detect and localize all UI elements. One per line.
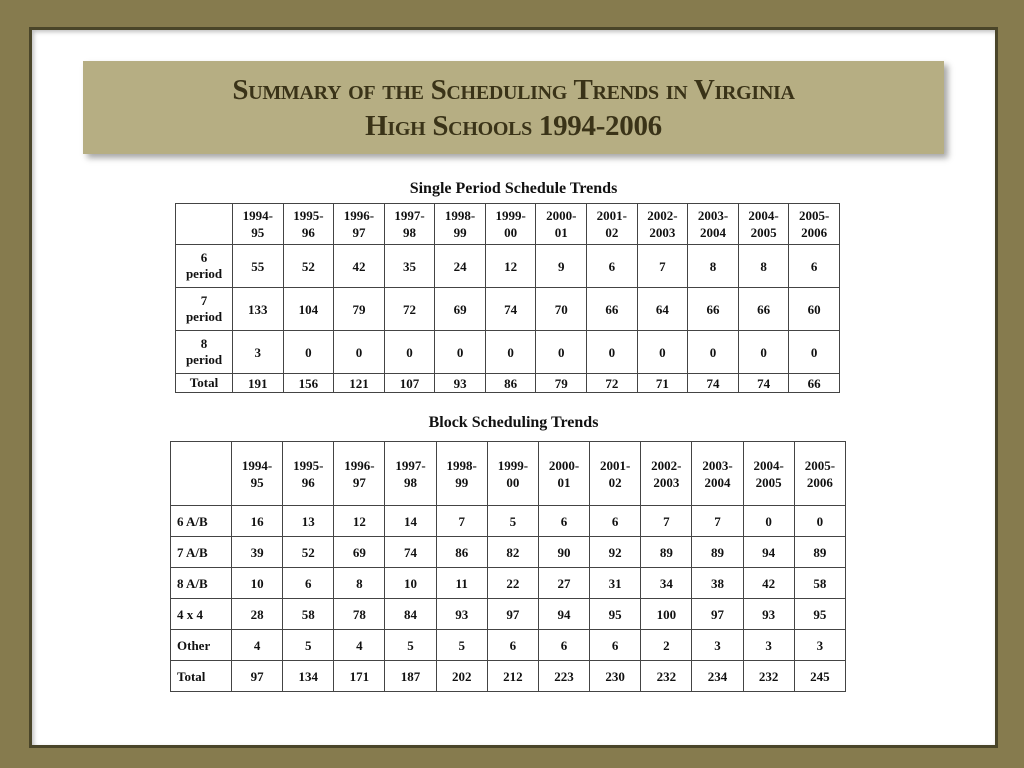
table-cell: 89: [641, 537, 692, 568]
cell-text: 2000-: [546, 208, 577, 223]
cell-text: 2001-: [596, 208, 627, 223]
cell-text: 1996-: [343, 208, 375, 223]
column-header: [334, 204, 385, 245]
table-cell: 0: [283, 331, 334, 374]
table-cell: 5: [283, 630, 334, 661]
table-cell: 133: [233, 288, 284, 331]
table-cell: 69: [435, 288, 486, 331]
slide: [29, 27, 998, 748]
table-row: [171, 630, 846, 661]
column-header: [435, 204, 486, 245]
table-cell: 2: [641, 630, 692, 661]
cell-text: 2004-: [748, 208, 779, 223]
column-header: [233, 204, 284, 245]
table-row: [176, 331, 840, 374]
cell-text: 99: [453, 225, 467, 240]
table-cell: 0: [789, 331, 840, 374]
column-header: [692, 442, 743, 506]
title-line-2: High Schools 1994-2006: [365, 109, 662, 142]
cell-text: 8 A/B: [177, 575, 208, 591]
table-cell: 187: [385, 661, 436, 692]
column-header: [334, 442, 385, 506]
column-header: [688, 204, 739, 245]
cell-text: 1995-: [293, 208, 324, 223]
table-cell: 7: [692, 506, 743, 537]
table-cell: 72: [384, 288, 435, 331]
column-header: [789, 204, 840, 245]
cell-text: Total: [189, 375, 219, 390]
cell-text: 96: [301, 474, 315, 490]
table-cell: 97: [692, 599, 743, 630]
table-cell: 74: [738, 374, 789, 393]
table-cell: 60: [789, 288, 840, 331]
table-cell: 191: [233, 374, 284, 393]
table-cell: 6: [789, 245, 840, 288]
cell-text: 2004: [704, 474, 731, 490]
cell-text: 1999-: [495, 208, 526, 223]
table-row: [171, 537, 846, 568]
row-label: [171, 537, 232, 568]
table-cell: 5: [487, 506, 538, 537]
cell-text: 1996-: [344, 457, 375, 473]
table-cell: 6: [283, 568, 334, 599]
column-header: [738, 204, 789, 245]
table-cell: 5: [385, 630, 436, 661]
cell-text: 7 A/B: [177, 544, 208, 560]
table-cell: 107: [384, 374, 435, 393]
cell-text: 98: [403, 225, 417, 240]
cell-text: 99: [455, 474, 469, 490]
cell-text: Other: [177, 637, 211, 653]
cell-text: 6 A/B: [177, 513, 208, 529]
table-cell: 79: [536, 374, 587, 393]
column-header: [590, 442, 641, 506]
table-cell: 4: [232, 630, 283, 661]
table-cell: 8: [738, 245, 789, 288]
table-cell: 93: [743, 599, 794, 630]
cell-text: 02: [608, 474, 622, 490]
table-row: [176, 288, 840, 331]
table-cell: 78: [334, 599, 385, 630]
table-cell: 97: [232, 661, 283, 692]
table-cell: 10: [385, 568, 436, 599]
cell-text: 1997-: [394, 208, 425, 223]
table-cell: 0: [334, 331, 385, 374]
table-cell: 12: [485, 245, 536, 288]
cell-text: 1998-: [444, 208, 476, 223]
table-cell: 171: [334, 661, 385, 692]
table-cell: 234: [692, 661, 743, 692]
cell-text: 97: [352, 225, 366, 240]
cell-text: 2002-: [647, 208, 678, 223]
table-cell: 7: [641, 506, 692, 537]
table-cell: 42: [334, 245, 385, 288]
table-cell: 134: [283, 661, 334, 692]
table-cell: 95: [794, 599, 845, 630]
column-header: [485, 204, 536, 245]
table-cell: 66: [688, 288, 739, 331]
column-header: [743, 442, 794, 506]
table-cell: 35: [384, 245, 435, 288]
table-cell: 89: [794, 537, 845, 568]
cell-text: 8: [200, 336, 208, 351]
table-cell: 31: [590, 568, 641, 599]
table-cell: 232: [641, 661, 692, 692]
cell-text: 2004-: [753, 457, 784, 473]
table-cell: 100: [641, 599, 692, 630]
table-cell: 232: [743, 661, 794, 692]
table-cell: 0: [688, 331, 739, 374]
column-header: [587, 204, 638, 245]
cell-text: 2005-: [804, 457, 836, 473]
column-header: [436, 442, 487, 506]
cell-text: 01: [557, 474, 571, 490]
cell-text: period: [185, 309, 223, 324]
row-label: [171, 661, 232, 692]
table-cell: 6: [590, 630, 641, 661]
table-cell: 79: [334, 288, 385, 331]
table-cell: 8: [334, 568, 385, 599]
table-cell: 230: [590, 661, 641, 692]
cell-text: 2005: [750, 225, 777, 240]
cell-text: 2003-: [697, 208, 729, 223]
table-cell: 74: [688, 374, 739, 393]
cell-text: 4 x 4: [177, 606, 203, 622]
column-header: [538, 442, 589, 506]
table-cell: 93: [436, 599, 487, 630]
table-cell: 22: [487, 568, 538, 599]
single-period-table: [175, 203, 840, 393]
table-cell: 55: [233, 245, 284, 288]
cell-text: 98: [404, 474, 418, 490]
cell-text: 2006: [801, 225, 828, 240]
table-cell: 6: [587, 245, 638, 288]
table-cell: 3: [692, 630, 743, 661]
table-cell: 0: [637, 331, 688, 374]
table-cell: 0: [738, 331, 789, 374]
row-label: [171, 599, 232, 630]
column-header: [487, 442, 538, 506]
column-header: [384, 204, 435, 245]
table-cell: 66: [587, 288, 638, 331]
table-cell: 94: [538, 599, 589, 630]
table-cell: 69: [334, 537, 385, 568]
cell-text: 95: [251, 225, 265, 240]
cell-text: 00: [504, 225, 518, 240]
table-cell: 38: [692, 568, 743, 599]
table-cell: 66: [738, 288, 789, 331]
cell-text: 2000-: [548, 457, 580, 473]
block-scheduling-table: [170, 441, 846, 692]
cell-text: Total: [177, 668, 206, 684]
table-cell: 72: [587, 374, 638, 393]
column-header: [641, 442, 692, 506]
corner-cell: [171, 442, 232, 506]
cell-text: 2005-: [799, 208, 830, 223]
cell-text: 2004: [699, 225, 726, 240]
table-cell: 74: [485, 288, 536, 331]
table-cell: 3: [233, 331, 284, 374]
cell-text: 96: [301, 225, 315, 240]
block-scheduling-caption: Block Scheduling Trends: [428, 414, 599, 431]
table-cell: 5: [436, 630, 487, 661]
single-period-caption: Single Period Schedule Trends: [409, 180, 618, 197]
table-cell: 84: [385, 599, 436, 630]
table-cell: 202: [436, 661, 487, 692]
cell-text: 2003-: [702, 457, 733, 473]
column-header: [385, 442, 436, 506]
table-cell: 97: [487, 599, 538, 630]
cell-text: 1997-: [395, 457, 426, 473]
table-cell: 0: [435, 331, 486, 374]
table-row: [176, 245, 840, 288]
cell-text: 6: [200, 250, 208, 265]
table-cell: 82: [487, 537, 538, 568]
cell-text: 97: [352, 474, 366, 490]
cell-text: 1994-: [241, 457, 273, 473]
table-cell: 90: [538, 537, 589, 568]
table-cell: 58: [283, 599, 334, 630]
table-cell: 86: [436, 537, 487, 568]
table-cell: 24: [435, 245, 486, 288]
table-cell: 74: [385, 537, 436, 568]
cell-text: 1995-: [293, 457, 324, 473]
row-label: [171, 630, 232, 661]
table-row: [171, 599, 846, 630]
table-cell: 86: [485, 374, 536, 393]
row-label: [171, 568, 232, 599]
column-header: [794, 442, 845, 506]
table-cell: 12: [334, 506, 385, 537]
table-cell: 16: [232, 506, 283, 537]
table-cell: 6: [590, 506, 641, 537]
table-row: [171, 661, 846, 692]
cell-text: 2003: [649, 225, 676, 240]
row-label: [176, 331, 233, 374]
row-label: [171, 506, 232, 537]
cell-text: 1999-: [497, 457, 529, 473]
table-cell: 245: [794, 661, 845, 692]
table-cell: 71: [637, 374, 688, 393]
table-cell: 6: [487, 630, 538, 661]
cell-text: 01: [554, 225, 568, 240]
cell-text: 2003: [653, 474, 680, 490]
table-cell: 94: [743, 537, 794, 568]
row-label: [176, 288, 233, 331]
table-cell: 13: [283, 506, 334, 537]
row-label: [176, 374, 233, 393]
column-header: [232, 442, 283, 506]
title-line-1: Summary of the Scheduling Trends in Virginia: [232, 73, 795, 106]
table-cell: 223: [538, 661, 589, 692]
table-cell: 52: [283, 245, 334, 288]
table-cell: 66: [789, 374, 840, 393]
cell-text: 95: [250, 474, 264, 490]
column-header: [283, 204, 334, 245]
table-cell: 121: [334, 374, 385, 393]
cell-text: 2001-: [600, 457, 631, 473]
table-cell: 3: [794, 630, 845, 661]
corner-cell: [176, 204, 233, 245]
table-cell: 52: [283, 537, 334, 568]
column-header: [283, 442, 334, 506]
column-header: [536, 204, 587, 245]
column-header: [637, 204, 688, 245]
table-cell: 28: [232, 599, 283, 630]
table-cell: 156: [283, 374, 334, 393]
table-cell: 0: [485, 331, 536, 374]
table-cell: 92: [590, 537, 641, 568]
table-cell: 0: [794, 506, 845, 537]
table-cell: 6: [538, 630, 589, 661]
table-cell: 27: [538, 568, 589, 599]
table-cell: 212: [487, 661, 538, 692]
table-cell: 14: [385, 506, 436, 537]
cell-text: period: [185, 352, 223, 367]
table-cell: 4: [334, 630, 385, 661]
table-cell: 7: [637, 245, 688, 288]
table-cell: 11: [436, 568, 487, 599]
table-cell: 0: [587, 331, 638, 374]
table-cell: 95: [590, 599, 641, 630]
cell-text: 7: [200, 293, 208, 308]
table-cell: 0: [384, 331, 435, 374]
table-cell: 58: [794, 568, 845, 599]
table-cell: 70: [536, 288, 587, 331]
table-cell: 39: [232, 537, 283, 568]
table-cell: 42: [743, 568, 794, 599]
header-row: [171, 442, 846, 506]
table-row: [176, 374, 840, 393]
table-cell: 8: [688, 245, 739, 288]
table-cell: 0: [536, 331, 587, 374]
table-cell: 64: [637, 288, 688, 331]
cell-text: 1994-: [242, 208, 273, 223]
table-cell: 104: [283, 288, 334, 331]
table-cell: 93: [435, 374, 486, 393]
table-cell: 34: [641, 568, 692, 599]
cell-text: 00: [506, 474, 520, 490]
cell-text: 1998-: [446, 457, 477, 473]
table-cell: 6: [538, 506, 589, 537]
cell-text: period: [185, 266, 223, 281]
row-label: [176, 245, 233, 288]
cell-text: 2006: [806, 474, 833, 490]
title-banner: [83, 61, 944, 154]
table-cell: 10: [232, 568, 283, 599]
cell-text: 02: [605, 225, 619, 240]
header-row: [176, 204, 840, 245]
table-cell: 7: [436, 506, 487, 537]
table-cell: 3: [743, 630, 794, 661]
table-row: [171, 568, 846, 599]
table-cell: 0: [743, 506, 794, 537]
cell-text: 2002-: [651, 457, 682, 473]
cell-text: 2005: [755, 474, 782, 490]
table-row: [171, 506, 846, 537]
table-cell: 9: [536, 245, 587, 288]
table-cell: 89: [692, 537, 743, 568]
